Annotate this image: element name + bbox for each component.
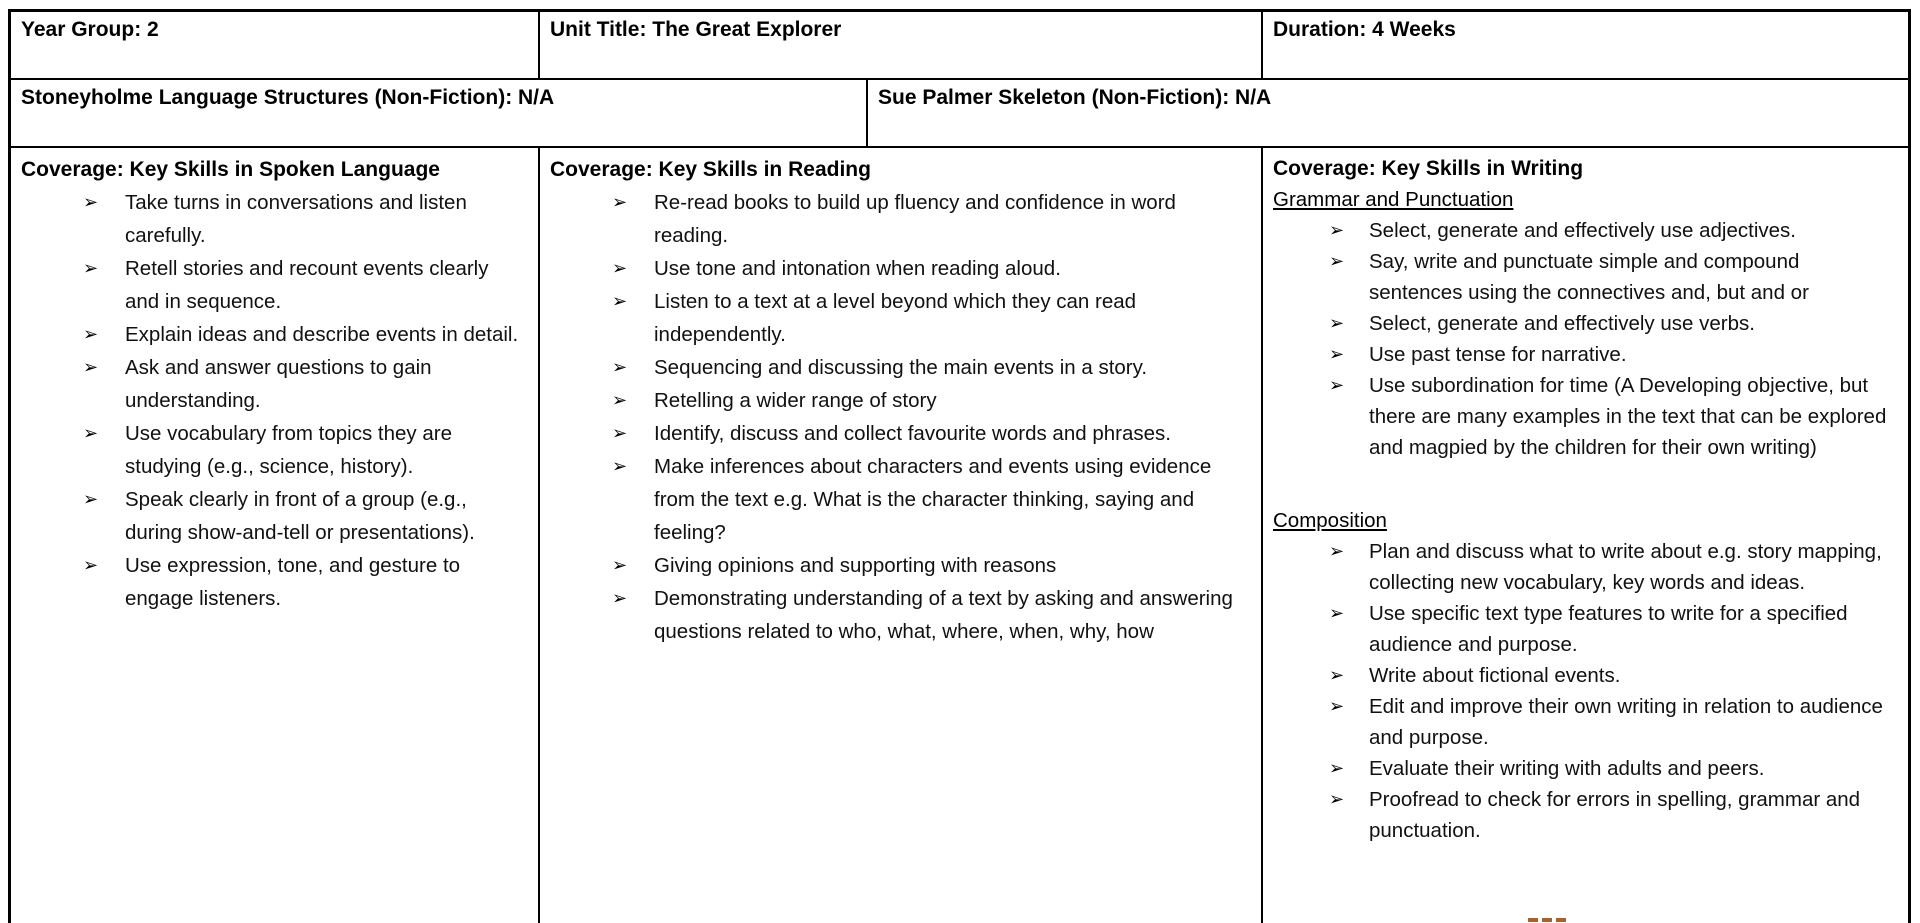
sue-palmer-cell xyxy=(868,80,1908,146)
arrow-bullet-icon: ➢ xyxy=(612,588,628,609)
skills-list xyxy=(550,186,1251,648)
skill-item xyxy=(1273,339,1898,370)
arrow-bullet-icon: ➢ xyxy=(612,357,628,378)
arrow-bullet-icon: ➢ xyxy=(83,357,99,378)
skill-text: Use vocabulary from topics they are studying (e.g., science, history). xyxy=(125,422,452,478)
skill-text: Use specific text type features to write for a specified audience and purpose. xyxy=(1369,602,1848,656)
arrow-bullet-icon: ➢ xyxy=(1329,220,1345,241)
year-group-label: Year Group: 2 xyxy=(21,18,159,41)
arrow-bullet-icon: ➢ xyxy=(612,456,628,477)
column-title-reading: Coverage: Key Skills in Reading xyxy=(550,158,871,181)
arrow-bullet-icon: ➢ xyxy=(1329,344,1345,365)
language-structures-cell xyxy=(11,80,868,146)
skill-text: Say, write and punctuate simple and compound sentences using the connectives and, but and or xyxy=(1369,250,1809,304)
skills-list xyxy=(1273,536,1898,846)
skill-item xyxy=(1273,598,1898,660)
skill-text: Explain ideas and describe events in detail. xyxy=(125,323,519,346)
sue-palmer-label: Sue Palmer Skeleton (Non-Fiction): N/A xyxy=(878,86,1272,109)
skill-text: Listen to a text at a level beyond which they can read independently. xyxy=(654,290,1137,346)
skill-text: Sequencing and discussing the main events in a story. xyxy=(654,356,1148,379)
skill-text: Giving opinions and supporting with reasons xyxy=(654,554,1057,577)
arrow-bullet-icon: ➢ xyxy=(1329,375,1345,396)
arrow-bullet-icon: ➢ xyxy=(83,555,99,576)
skill-item xyxy=(1273,691,1898,753)
skill-text: Write about fictional events. xyxy=(1369,664,1621,687)
arrow-bullet-icon: ➢ xyxy=(612,423,628,444)
skill-item xyxy=(21,318,528,351)
skill-item xyxy=(550,417,1251,450)
writing-column xyxy=(1263,148,1908,923)
column-title-writing: Coverage: Key Skills in Writing xyxy=(1273,157,1584,180)
unit-title-label: Unit Title: The Great Explorer xyxy=(550,18,842,41)
arrow-bullet-icon: ➢ xyxy=(612,192,628,213)
skill-item xyxy=(550,285,1251,351)
table-row-unit-info xyxy=(11,12,1908,80)
arrow-bullet-icon: ➢ xyxy=(1329,313,1345,334)
duration-cell xyxy=(1263,12,1908,78)
skill-item xyxy=(1273,660,1898,691)
skill-item xyxy=(550,351,1251,384)
arrow-bullet-icon: ➢ xyxy=(1329,758,1345,779)
skill-item xyxy=(1273,308,1898,339)
arrow-bullet-icon: ➢ xyxy=(1329,696,1345,717)
reading-column xyxy=(540,148,1263,923)
skill-text: Retelling a wider range of story xyxy=(654,389,937,412)
arrow-bullet-icon: ➢ xyxy=(612,258,628,279)
unit-title-cell xyxy=(540,12,1263,78)
table-row-coverage xyxy=(11,148,1908,923)
spoken-language-column xyxy=(11,148,540,923)
arrow-bullet-icon: ➢ xyxy=(1329,789,1345,810)
skill-text: Speak clearly in front of a group (e.g., during show-and-tell or presentations). xyxy=(125,488,475,544)
skill-item xyxy=(21,351,528,417)
skill-text: Proofread to check for errors in spelling, grammar and punctuation. xyxy=(1369,788,1861,842)
skill-text: Make inferences about characters and events using evidence from the text e.g. What is the character thinking, saying and feeling? xyxy=(654,455,1212,544)
skill-item xyxy=(550,252,1251,285)
skill-text: Take turns in conversations and listen carefully. xyxy=(125,191,467,247)
skill-item xyxy=(1273,246,1898,308)
skill-text: Edit and improve their own writing in relation to audience and purpose. xyxy=(1369,695,1883,749)
skill-text: Ask and answer questions to gain understanding. xyxy=(125,356,432,412)
skill-item xyxy=(1273,753,1898,784)
proofing-dashes-icon xyxy=(1528,918,1566,922)
skill-text: Use past tense for narrative. xyxy=(1369,343,1627,366)
reading-skills xyxy=(550,186,1251,648)
skill-item xyxy=(550,450,1251,549)
skill-text: Evaluate their writing with adults and peers. xyxy=(1369,757,1765,780)
skill-text: Use subordination for time (A Developing objective, but there are many examples in the text that can be explored and magpied by the children for their own writing) xyxy=(1369,374,1887,459)
skill-text: Retell stories and recount events clearly and in sequence. xyxy=(125,257,489,313)
arrow-bullet-icon: ➢ xyxy=(1329,541,1345,562)
arrow-bullet-icon: ➢ xyxy=(83,258,99,279)
unit-planning-table xyxy=(8,9,1911,923)
skill-item xyxy=(550,582,1251,648)
skills-list xyxy=(1273,215,1898,463)
skill-item xyxy=(21,186,528,252)
skill-text: Identify, discuss and collect favourite words and phrases. xyxy=(654,422,1171,445)
skill-item xyxy=(21,483,528,549)
skill-item xyxy=(550,186,1251,252)
section-heading: Grammar and Punctuation xyxy=(1273,188,1514,211)
skill-item xyxy=(550,549,1251,582)
arrow-bullet-icon: ➢ xyxy=(83,423,99,444)
arrow-bullet-icon: ➢ xyxy=(1329,251,1345,272)
skill-item xyxy=(21,417,528,483)
column-title-spoken-language: Coverage: Key Skills in Spoken Language xyxy=(21,158,440,181)
table-row-structures xyxy=(11,80,1908,148)
skill-text: Use tone and intonation when reading aloud. xyxy=(654,257,1061,280)
skill-item xyxy=(21,549,528,615)
spoken-language-skills xyxy=(21,186,528,615)
arrow-bullet-icon: ➢ xyxy=(612,555,628,576)
year-group-cell xyxy=(11,12,540,78)
arrow-bullet-icon: ➢ xyxy=(612,291,628,312)
skill-item xyxy=(1273,536,1898,598)
arrow-bullet-icon: ➢ xyxy=(1329,665,1345,686)
skill-text: Demonstrating understanding of a text by asking and answering questions related to who, what, where, when, why, how xyxy=(654,587,1233,643)
arrow-bullet-icon: ➢ xyxy=(83,192,99,213)
skill-text: Select, generate and effectively use adjectives. xyxy=(1369,219,1796,242)
arrow-bullet-icon: ➢ xyxy=(1329,603,1345,624)
language-structures-label: Stoneyholme Language Structures (Non-Fiction): N/A xyxy=(21,86,555,109)
arrow-bullet-icon: ➢ xyxy=(83,489,99,510)
skill-item xyxy=(1273,784,1898,846)
arrow-bullet-icon: ➢ xyxy=(83,324,99,345)
skill-text: Select, generate and effectively use verbs. xyxy=(1369,312,1755,335)
writing-skills xyxy=(1273,184,1898,846)
skill-text: Re-read books to build up fluency and confidence in word reading. xyxy=(654,191,1176,247)
skill-item xyxy=(1273,370,1898,463)
duration-label: Duration: 4 Weeks xyxy=(1273,18,1456,41)
skills-list xyxy=(21,186,528,615)
section-heading: Composition xyxy=(1273,509,1387,532)
skill-text: Use expression, tone, and gesture to engage listeners. xyxy=(125,554,461,610)
skill-item xyxy=(21,252,528,318)
skill-item xyxy=(1273,215,1898,246)
skill-text: Plan and discuss what to write about e.g. story mapping, collecting new vocabulary, key words and ideas. xyxy=(1369,540,1882,594)
skill-item xyxy=(550,384,1251,417)
arrow-bullet-icon: ➢ xyxy=(612,390,628,411)
